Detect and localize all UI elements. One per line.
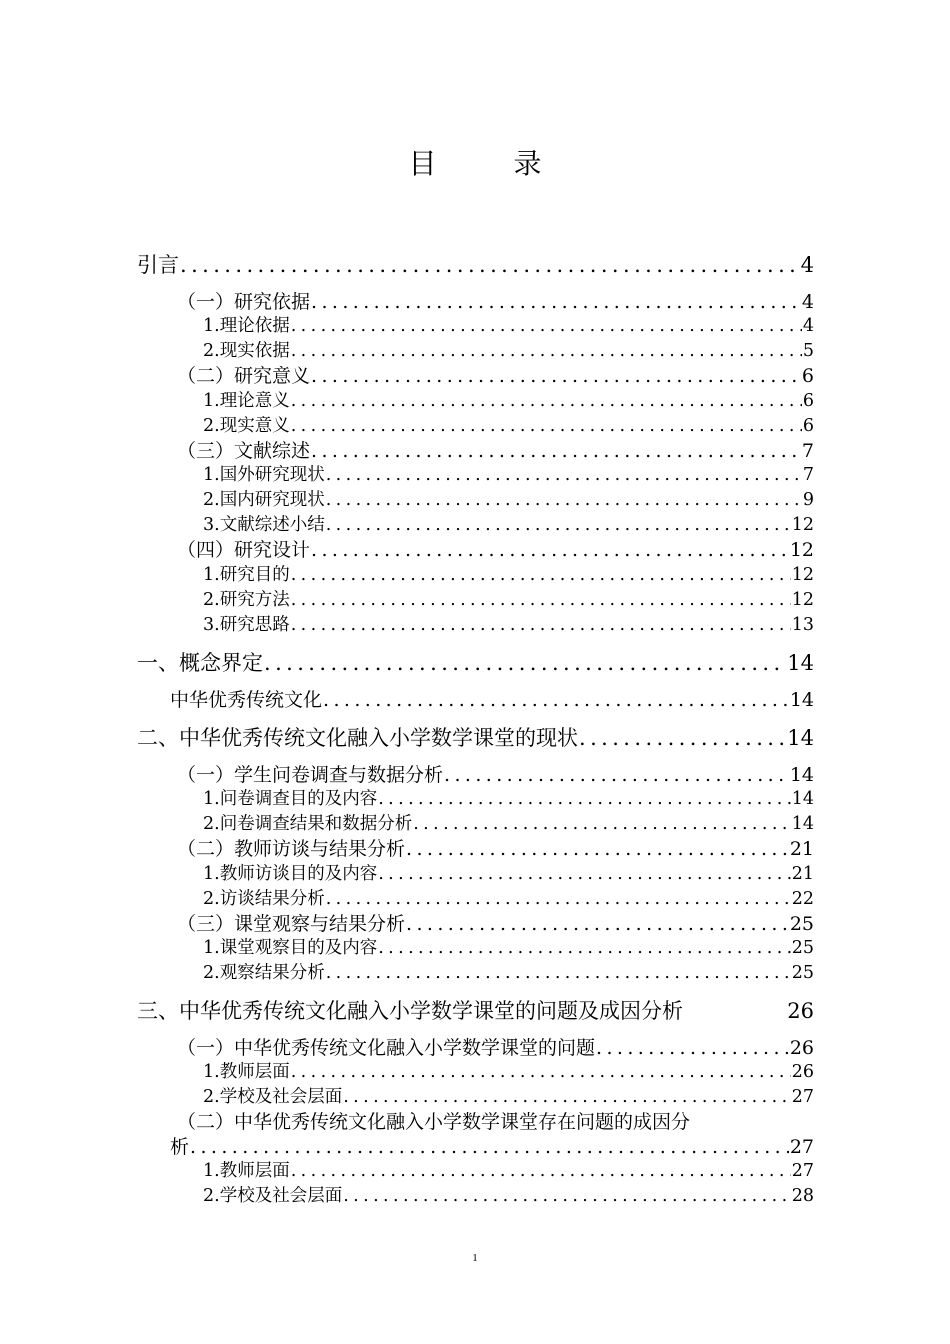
toc-entry[interactable]	[177, 760, 814, 787]
toc-entry-page: 28	[791, 1186, 814, 1206]
toc-entry-page: 14	[787, 651, 814, 675]
toc-entry-page: 12	[791, 590, 814, 610]
toc-entry-title: 2.研究方法	[203, 590, 290, 610]
toc-entry-title: 1.教师层面	[203, 1062, 290, 1082]
toc-entry-page: 6	[801, 365, 814, 387]
toc-entry[interactable]	[203, 959, 814, 984]
toc-entry-page: 14	[787, 726, 814, 750]
toc-entry[interactable]	[203, 611, 814, 636]
toc-entry-title: （二）教师访谈与结果分析	[177, 838, 406, 860]
toc-entry-title: （二）研究意义	[177, 365, 311, 387]
toc-entry-page: 25	[789, 913, 814, 935]
toc-entry-page: 21	[791, 864, 814, 884]
toc-entry-title: 中华优秀传统文化	[170, 689, 323, 711]
page-number: 1	[472, 1252, 478, 1264]
dot-leader	[264, 651, 786, 675]
dot-leader	[326, 515, 791, 535]
dot-leader	[579, 726, 786, 750]
toc-entry-title: 2.访谈结果分析	[203, 889, 325, 909]
toc-entry-wrapped-line[interactable]	[177, 1107, 814, 1134]
toc-entry-title: （一）研究依据	[177, 291, 311, 313]
toc-entry[interactable]	[203, 511, 814, 536]
toc-entry-page: 26	[791, 1062, 814, 1082]
toc-entry-title: （一）中华优秀传统文化融入小学数学课堂的问题	[177, 1037, 596, 1059]
dot-leader	[291, 1062, 791, 1082]
toc-entry[interactable]	[203, 1182, 814, 1207]
toc-entry[interactable]	[177, 834, 814, 861]
toc-entry-page: 14	[791, 814, 814, 834]
toc-entry-page: 25	[791, 938, 814, 958]
toc-entry[interactable]	[137, 647, 814, 677]
dot-leader	[378, 938, 791, 958]
toc-entry-title: 2.问卷调查结果和数据分析	[203, 814, 413, 834]
toc-entry-title: 3.研究思路	[203, 615, 290, 635]
toc-entry-page: 14	[789, 764, 814, 786]
toc-entry-title: 2.现实意义	[203, 416, 290, 436]
toc-entry[interactable]	[137, 249, 814, 279]
toc-entry-page: 5	[802, 341, 814, 361]
toc-entry-page: 14	[789, 689, 814, 711]
toc-entry[interactable]	[203, 387, 814, 412]
toc-entry[interactable]	[203, 1083, 814, 1108]
dot-leader	[311, 440, 801, 462]
dot-leader	[406, 913, 789, 935]
toc-entry-page: 4	[802, 316, 814, 336]
toc-entry[interactable]	[203, 1157, 814, 1182]
toc-entry-title: 析	[170, 1136, 190, 1158]
toc-entry-title: 2.现实依据	[203, 341, 290, 361]
toc-entry-title: 2.国内研究现状	[203, 490, 325, 510]
toc-entry-page: 7	[802, 465, 814, 485]
toc-entry-page: 27	[789, 1136, 814, 1158]
toc-entry-title: （一）学生问卷调查与数据分析	[177, 764, 444, 786]
toc-entry[interactable]	[177, 535, 814, 562]
dot-leader	[596, 1037, 789, 1059]
toc-entry-page: 27	[791, 1161, 814, 1181]
toc-entry-page: 6	[802, 391, 814, 411]
toc-entry-page: 4	[800, 253, 814, 277]
toc-entry-page: 14	[791, 789, 814, 809]
dot-leader	[291, 391, 802, 411]
dot-leader	[378, 789, 791, 809]
toc-entry[interactable]	[203, 586, 814, 611]
dot-leader	[343, 1087, 791, 1107]
toc-entry[interactable]	[203, 810, 814, 835]
toc-entry-title: 1.教师层面	[203, 1161, 290, 1181]
toc-entry[interactable]	[170, 1132, 814, 1159]
toc-entry-title: 三、中华优秀传统文化融入小学数学课堂的问题及成因分析	[137, 999, 683, 1023]
dot-leader	[326, 889, 791, 909]
toc-entry-title: （三）课堂观察与结果分析	[177, 913, 406, 935]
toc-entry-title: 1.国外研究现状	[203, 465, 325, 485]
toc-entry-page: 9	[802, 490, 814, 510]
toc-entry-page: 7	[801, 440, 814, 462]
toc-entry[interactable]	[177, 287, 814, 314]
toc-entry-title: 3.文献综述小结	[203, 515, 325, 535]
dot-leader	[311, 291, 801, 313]
toc-entry-title: （三）文献综述	[177, 440, 311, 462]
dot-leader	[291, 416, 802, 436]
dot-leader	[291, 316, 802, 336]
dot-leader	[444, 764, 789, 786]
dot-leader	[291, 1161, 791, 1181]
toc-entry-title: 2.观察结果分析	[203, 963, 325, 983]
toc-entry-page: 12	[791, 565, 814, 585]
dot-leader	[311, 539, 789, 561]
toc-entry-page: 12	[791, 515, 814, 535]
toc-entry[interactable]	[137, 722, 814, 752]
toc-entry-title: （四）研究设计	[177, 539, 311, 561]
toc-entry-page: 25	[791, 963, 814, 983]
toc-entry[interactable]	[203, 486, 814, 511]
dot-leader	[190, 1136, 789, 1158]
toc-entry[interactable]	[203, 1058, 814, 1083]
toc-entry-page: 12	[789, 539, 814, 561]
toc-entry[interactable]	[203, 337, 814, 362]
toc-entry[interactable]	[203, 785, 814, 810]
toc-entry-page: 6	[802, 416, 814, 436]
toc-entry-page: 22	[791, 889, 814, 909]
dot-leader	[326, 465, 802, 485]
dot-leader	[291, 341, 802, 361]
toc-entry[interactable]	[203, 461, 814, 486]
toc-entry-title: 2.学校及社会层面	[203, 1087, 343, 1107]
toc-entry-title: 二、中华优秀传统文化融入小学数学课堂的现状	[137, 726, 578, 750]
dot-leader	[343, 1186, 791, 1206]
toc-entry[interactable]	[177, 1033, 814, 1060]
dot-leader	[180, 253, 800, 277]
dot-leader	[311, 365, 801, 387]
toc-entry-title: （二）中华优秀传统文化融入小学数学课堂存在问题的成因分	[177, 1111, 691, 1133]
toc-entry[interactable]	[203, 934, 814, 959]
toc-entry[interactable]	[203, 561, 814, 586]
toc-entry-title: 引言	[137, 253, 179, 277]
toc-entry-title: 1.研究目的	[203, 565, 290, 585]
page-title: 目 录	[408, 147, 576, 180]
toc-entry[interactable]	[177, 909, 814, 936]
toc-entry[interactable]	[203, 312, 814, 337]
toc-entry-title: 1.教师访谈目的及内容	[203, 864, 378, 884]
dot-leader	[291, 615, 791, 635]
dot-leader	[378, 864, 791, 884]
toc-entry-title: 1.课堂观察目的及内容	[203, 938, 378, 958]
dot-leader	[326, 490, 802, 510]
toc-entry[interactable]	[203, 860, 814, 885]
dot-leader	[326, 963, 791, 983]
dot-leader	[291, 565, 791, 585]
toc-entry-title: 1.理论依据	[203, 316, 290, 336]
toc-entry[interactable]	[177, 361, 814, 388]
dot-leader	[291, 590, 791, 610]
toc-entry-page: 26	[789, 1037, 814, 1059]
dot-leader	[406, 838, 789, 860]
toc-entry-page: 26	[787, 999, 814, 1023]
toc-entry-title: 2.学校及社会层面	[203, 1186, 343, 1206]
toc-entry-page: 21	[789, 838, 814, 860]
toc-entry-page: 13	[791, 615, 814, 635]
toc-entry-title: 1.问卷调查目的及内容	[203, 789, 378, 809]
toc-entry[interactable]	[170, 685, 814, 712]
toc-entry-title: 一、概念界定	[137, 651, 263, 675]
toc-entry[interactable]	[137, 995, 814, 1025]
toc-entry-title: 1.理论意义	[203, 391, 290, 411]
toc-entry-page: 4	[801, 291, 814, 313]
toc-entry[interactable]	[203, 885, 814, 910]
dot-leader	[413, 814, 791, 834]
toc-entry[interactable]	[177, 436, 814, 463]
toc-entry[interactable]	[203, 412, 814, 437]
dot-leader	[323, 689, 789, 711]
toc-entry-page: 27	[791, 1087, 814, 1107]
